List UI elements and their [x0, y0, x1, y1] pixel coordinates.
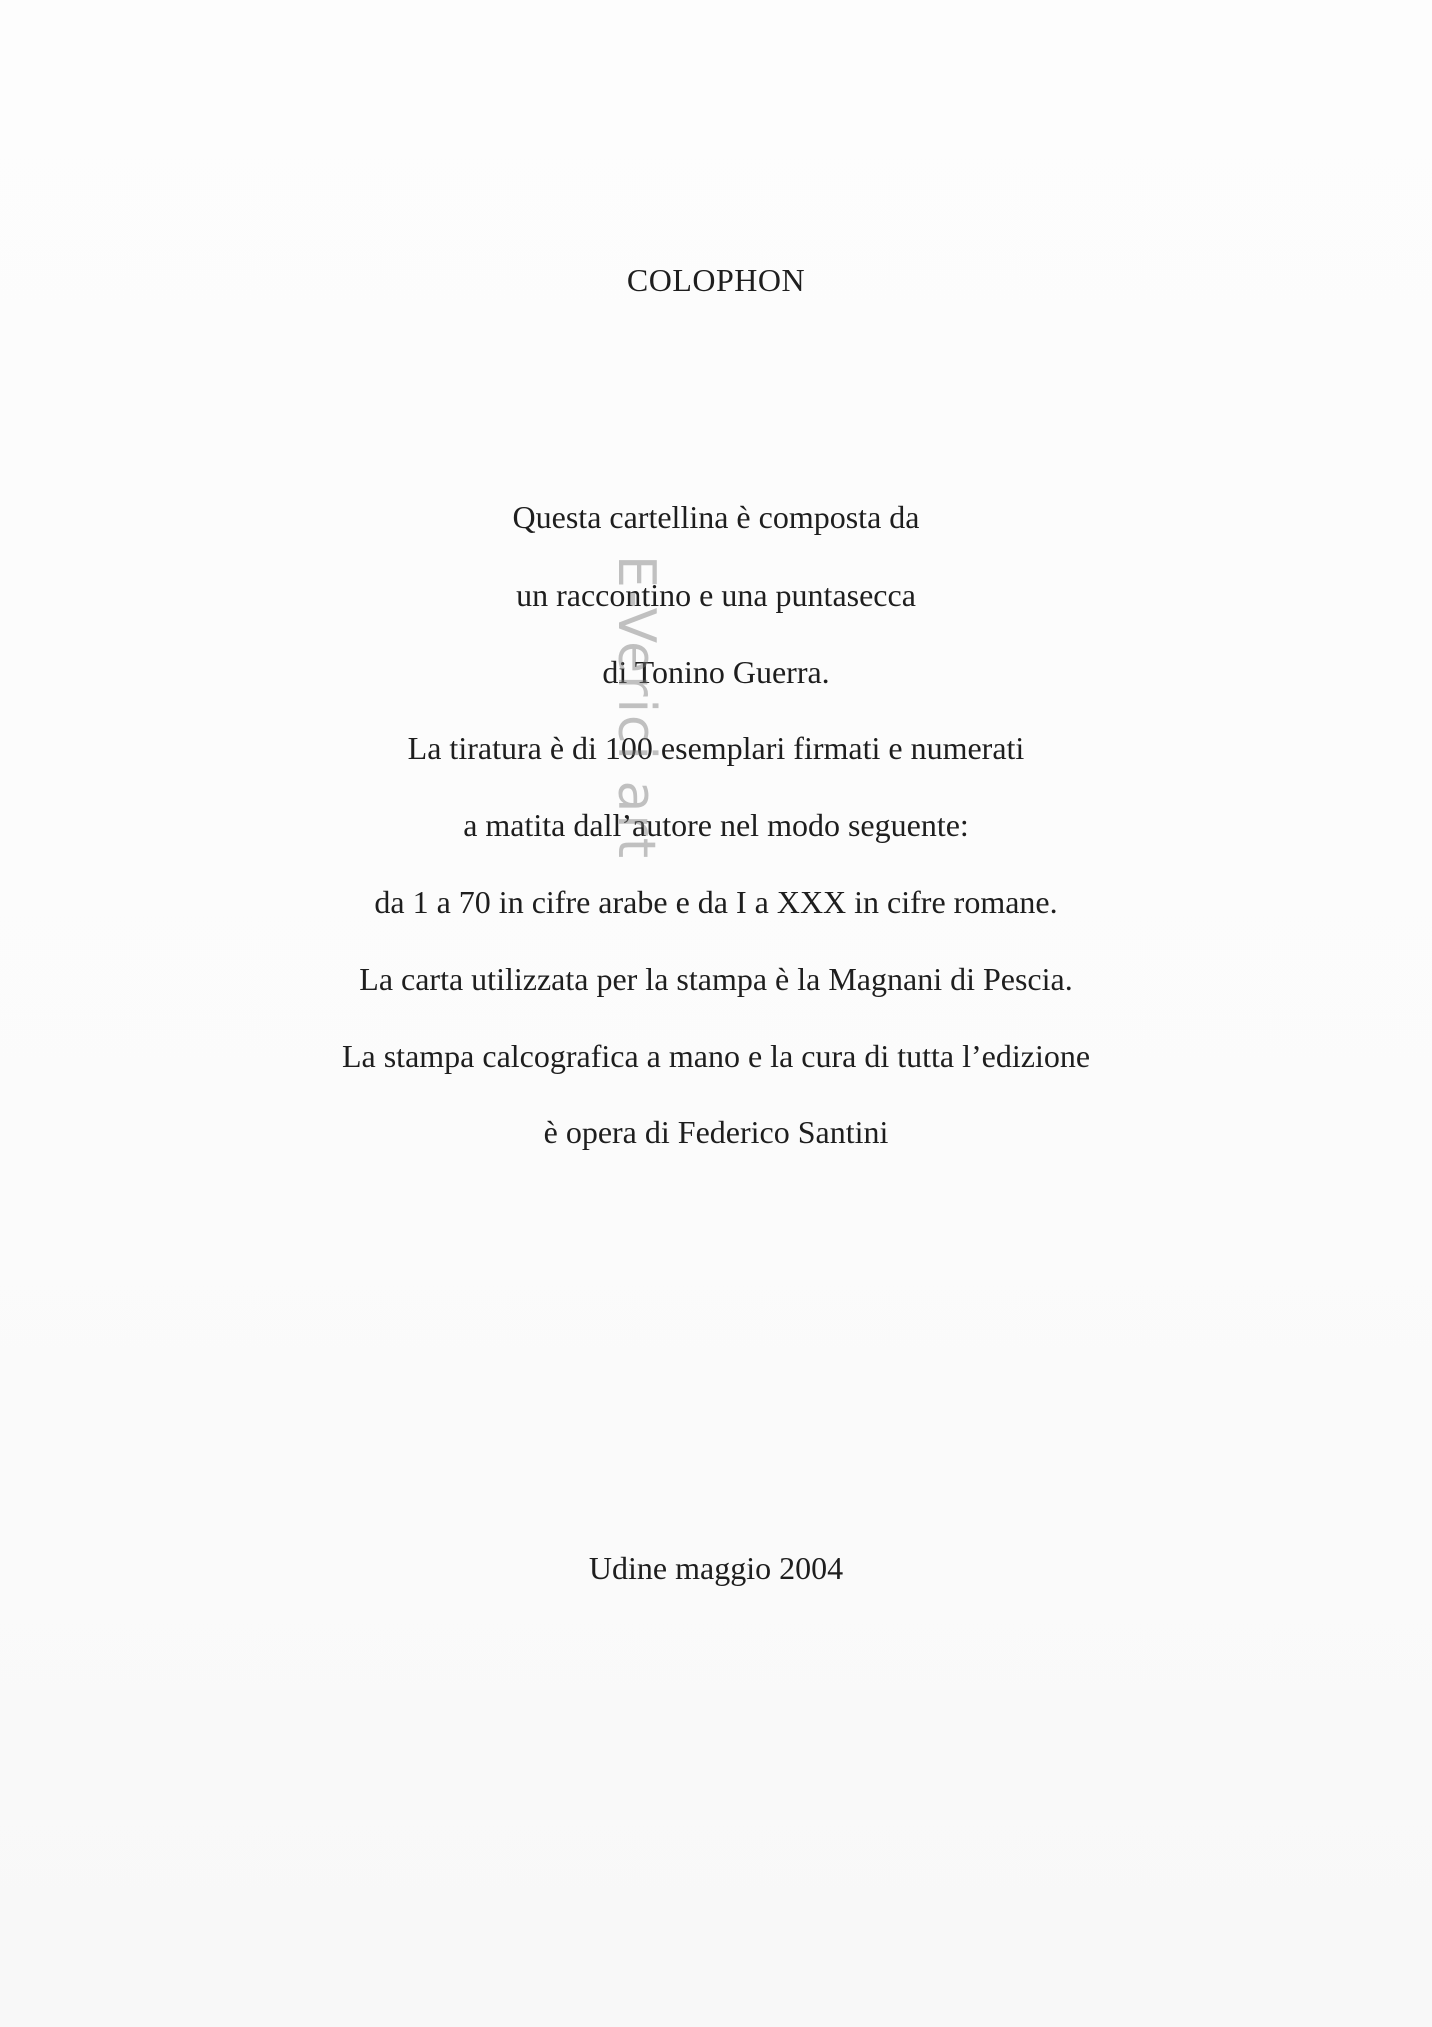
page-title: COLOPHON — [626, 262, 806, 298]
watermark-text: E-Verici art — [606, 555, 666, 861]
colophon-line-7: La carta utilizzata per la stampa è la Magnani di Pescia. — [359, 961, 1073, 997]
colophon-line-5: a matita dall’autore nel modo seguente: — [463, 807, 969, 843]
colophon-line-3: di Tonino Guerra. — [602, 654, 830, 690]
place-date: Udine maggio 2004 — [588, 1550, 844, 1586]
colophon-line-8: La stampa calcografica a mano e la cura di tutta l’edizione — [341, 1038, 1091, 1074]
colophon-line-4: La tiratura è di 100 esemplari firmati e numerati — [407, 730, 1025, 766]
colophon-line-2: un raccontino e una puntasecca — [516, 577, 916, 613]
colophon-line-9: è opera di Federico Santini — [543, 1114, 889, 1150]
colophon-line-6: da 1 a 70 in cifre arabe e da I a XXX in cifre romane. — [374, 884, 1058, 920]
colophon-line-1: Questa cartellina è composta da — [512, 499, 920, 535]
